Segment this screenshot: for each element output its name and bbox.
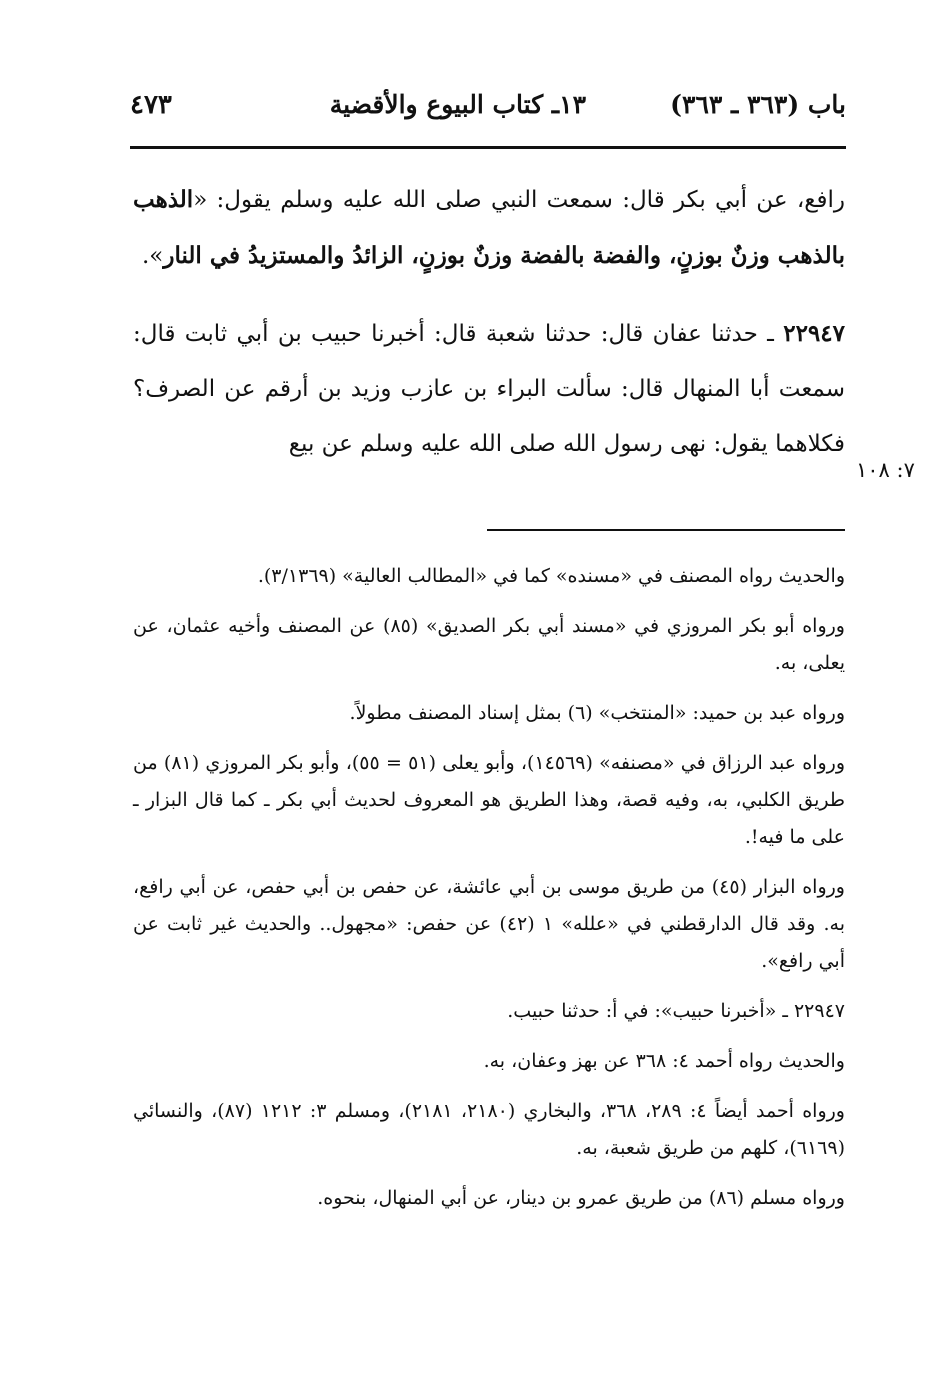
page-number: ٤٧٣ bbox=[130, 90, 172, 120]
footnotes bbox=[133, 558, 845, 1217]
footnote-paragraph: والحديث رواه أحمد ٤: ٣٦٨ عن بهز وعفان، به. bbox=[483, 1050, 845, 1072]
hadith-text: الذهب بالذهب وزنٌ بوزنٍ، والفضة بالفضة وزنٌ بوزنٍ، الزائدُ والمستزيدُ في النار bbox=[133, 186, 845, 269]
footnote-paragraph: ورواه أحمد أيضاً ٤: ٢٨٩، ٣٦٨، والبخاري (٢١٨٠، ٢١٨١)، ومسلم ٣: ١٢١٢ (٨٧)، والنسائي (٦١٦٩)، كلهم من طريق شعبة، به. bbox=[133, 1100, 845, 1159]
footnote-paragraph: ٢٢٩٤٧ ـ «أخبرنا حبيب»: في أ: حدثنا حبيب. bbox=[507, 1000, 845, 1022]
margin-reference: ٧: ١٠٨ bbox=[856, 458, 915, 482]
footnote-paragraph: ورواه مسلم (٨٦) من طريق عمرو بن دينار، عن أبي المنهال، بنحوه. bbox=[317, 1187, 845, 1209]
chapter-range: باب (٣٦٣ ـ ٣٦٣) bbox=[670, 90, 846, 119]
hadith-paragraph bbox=[133, 306, 845, 472]
footnote-rule bbox=[487, 529, 845, 531]
footnote-paragraph: والحديث رواه المصنف في «مسنده» كما في «المطالب العالية» (٣/١٣٦٩). bbox=[257, 565, 845, 587]
footnote-paragraph: ورواه البزار (٤٥) من طريق موسى بن أبي عائشة، عن حفص بن أبي حفص، عن أبي رافع، به. وقد قال الدارقطني في «علله» ١ (٤٢) عن حفص: «مجهول.. والحديث غير ثابت عن أبي رافع». bbox=[133, 876, 845, 972]
main-text bbox=[133, 172, 845, 472]
hadith-continuation-paragraph bbox=[133, 172, 845, 284]
page-header bbox=[130, 88, 846, 134]
footnote-paragraph: ورواه عبد الرزاق في «مصنفه» (١٤٥٦٩)، وأبو يعلى (٥١ = ٥٥)، وأبو بكر المروزي (٨١) من طريق الكلبي، به، وفيه قصة، وهذا الطريق هو المعروف لحديث أبي بكر ـ كما قال البزار ـ على ما فيه!. bbox=[133, 752, 846, 848]
hadith-number: ٢٢٩٤٧ bbox=[783, 320, 845, 347]
footnote-paragraph: ورواه أبو بكر المروزي في «مسند أبي بكر الصديق» (٨٥) عن المصنف وأخيه عثمان، عن يعلى، به. bbox=[133, 615, 845, 674]
header-rule bbox=[130, 146, 846, 149]
book-title: ١٣ـ كتاب البيوع والأقضية bbox=[329, 90, 586, 119]
hadith-body: ـ حدثنا عفان قال: حدثنا شعبة قال: أخبرنا حبيب بن أبي ثابت قال: سمعت أبا المنهال قال: سألت البراء بن عازب وزيد بن أرقم عن الصرف؟ فكلاهما يقول: نهى رسول الله صلى الله عليه وسلم عن بيع bbox=[133, 321, 845, 457]
closing-quote: ». bbox=[141, 243, 164, 269]
footnote-paragraph: ورواه عبد بن حميد: «المنتخب» (٦) بمثل إسناد المصنف مطولاً. bbox=[349, 702, 845, 724]
narration-chain: رافع، عن أبي بكر قال: سمعت النبي صلى الله عليه وسلم يقول: « bbox=[193, 187, 845, 213]
